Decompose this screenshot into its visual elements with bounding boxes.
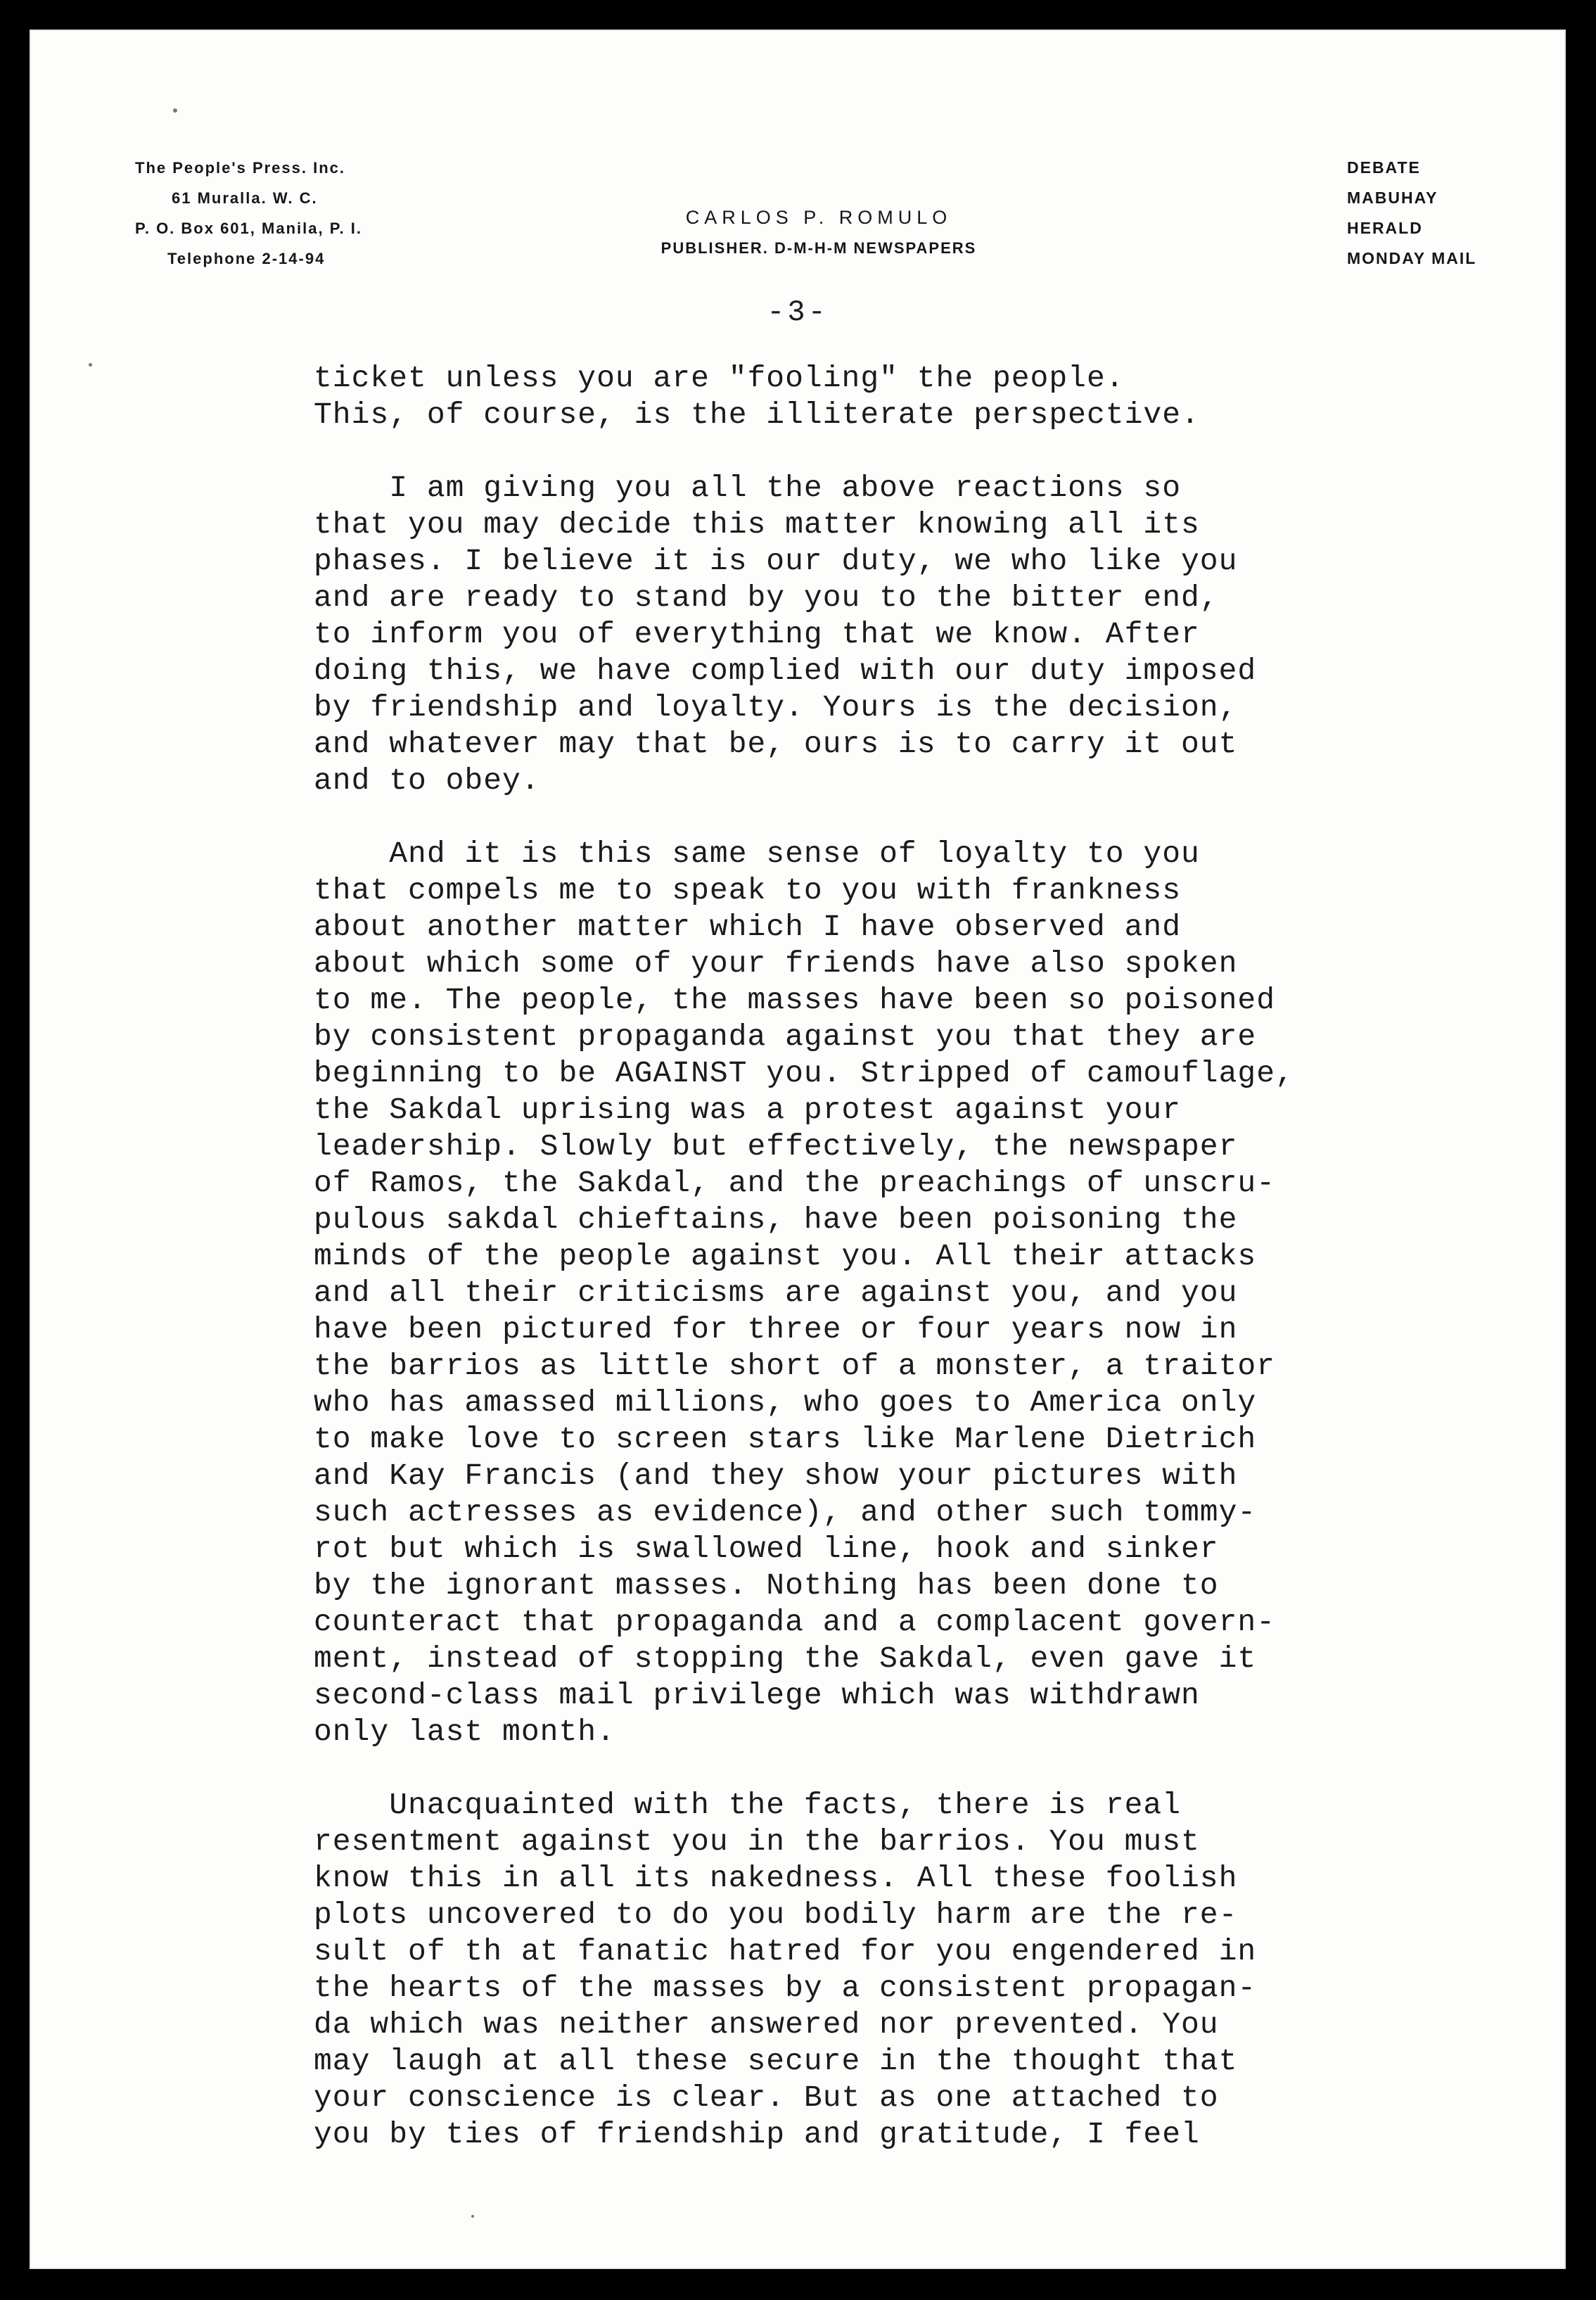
- ink-speck: [173, 108, 177, 113]
- letter-page: [30, 30, 1566, 2269]
- text-line: by friendship and loyalty. Yours is the decision,: [314, 690, 1238, 725]
- text-line: second-class mail privilege which was withdrawn: [314, 1678, 1200, 1713]
- paragraph: [314, 1787, 1474, 2153]
- text-line: about which some of your friends have also spoken: [314, 946, 1238, 981]
- letterhead-newspapers-block: [1347, 153, 1476, 274]
- text-line: beginning to be AGAINST you. Stripped of camouflage,: [314, 1056, 1294, 1091]
- newspaper-debate: DEBATE: [1347, 158, 1421, 177]
- letter-body: [314, 360, 1474, 2190]
- text-line: such actresses as evidence), and other such tommy-: [314, 1495, 1257, 1530]
- text-line: know this in all its nakedness. All these foolish: [314, 1861, 1238, 1895]
- letterhead-company: The People's Press. Inc.: [135, 159, 346, 177]
- text-line: rot but which is swallowed line, hook and sinker: [314, 1532, 1219, 1566]
- text-line: the barrios as little short of a monster, a traitor: [314, 1349, 1276, 1383]
- letterhead-po-box: P. O. Box 601, Manila, P. I.: [135, 220, 362, 237]
- text-line: to make love to screen stars like Marlene Dietrich: [314, 1422, 1257, 1456]
- text-line: and are ready to stand by you to the bitter end,: [314, 580, 1219, 615]
- paragraph: [314, 836, 1474, 1751]
- text-line: may laugh at all these secure in the thought that: [314, 2044, 1238, 2078]
- publisher-role: PUBLISHER. D-M-H-M NEWSPAPERS: [660, 239, 977, 257]
- text-line: to inform you of everything that we know. After: [314, 617, 1200, 652]
- text-line: you by ties of friendship and gratitude, I feel: [314, 2117, 1200, 2152]
- ink-speck: [471, 2215, 474, 2218]
- text-line: that compels me to speak to you with frankness: [314, 873, 1181, 908]
- text-line: resentment against you in the barrios. You must: [314, 1824, 1200, 1859]
- letterhead-publisher-block: [551, 202, 1086, 264]
- paragraph: [314, 470, 1474, 799]
- newspaper-herald: HERALD: [1347, 219, 1423, 237]
- text-line: and Kay Francis (and they show your pictures with: [314, 1459, 1238, 1493]
- text-line: I am giving you all the above reactions so: [314, 471, 1181, 505]
- text-line: And it is this same sense of loyalty to you: [314, 837, 1200, 871]
- page-number: -3-: [767, 296, 829, 329]
- letterhead-address-block: [135, 153, 362, 274]
- newspaper-mabuhay: MABUHAY: [1347, 189, 1438, 207]
- text-line: doing this, we have complied with our duty imposed: [314, 654, 1257, 688]
- letterhead-street: 61 Muralla. W. C.: [172, 189, 318, 207]
- text-line: only last month.: [314, 1715, 615, 1749]
- text-line: and to obey.: [314, 763, 540, 798]
- text-line: your conscience is clear. But as one attached to: [314, 2080, 1219, 2115]
- text-line: and all their criticisms are against you, and you: [314, 1276, 1238, 1310]
- text-line: the hearts of the masses by a consistent propagan-: [314, 1971, 1257, 2005]
- publisher-name: CARLOS P. ROMULO: [685, 207, 952, 228]
- text-line: of Ramos, the Sakdal, and the preachings of unscru-: [314, 1166, 1276, 1200]
- ink-speck: [89, 363, 92, 367]
- text-line: have been pictured for three or four years now in: [314, 1312, 1238, 1347]
- paragraph: [314, 360, 1474, 433]
- text-line: minds of the people against you. All their attacks: [314, 1239, 1257, 1273]
- text-line: This, of course, is the illiterate perspective.: [314, 398, 1200, 432]
- text-line: phases. I believe it is our duty, we who like you: [314, 544, 1238, 578]
- text-line: and whatever may that be, ours is to carry it out: [314, 727, 1238, 761]
- text-line: by consistent propaganda against you that they are: [314, 1019, 1257, 1054]
- text-line: leadership. Slowly but effectively, the newspaper: [314, 1129, 1238, 1164]
- text-line: ment, instead of stopping the Sakdal, even gave it: [314, 1641, 1257, 1676]
- text-line: that you may decide this matter knowing all its: [314, 507, 1200, 542]
- text-line: to me. The people, the masses have been so poisoned: [314, 983, 1276, 1017]
- text-line: about another matter which I have observed and: [314, 910, 1181, 944]
- letterhead-telephone: Telephone 2-14-94: [167, 250, 326, 267]
- text-line: by the ignorant masses. Nothing has been done to: [314, 1568, 1219, 1603]
- text-line: pulous sakdal chieftains, have been poisoning the: [314, 1202, 1238, 1237]
- text-line: counteract that propaganda and a complacent govern-: [314, 1605, 1276, 1639]
- text-line: sult of th at fanatic hatred for you engendered in: [314, 1934, 1257, 1969]
- text-line: the Sakdal uprising was a protest against your: [314, 1093, 1181, 1127]
- text-line: plots uncovered to do you bodily harm are the re-: [314, 1898, 1238, 1932]
- text-line: ticket unless you are "fooling" the people.: [314, 361, 1125, 395]
- text-line: Unacquainted with the facts, there is real: [314, 1788, 1181, 1822]
- text-line: who has amassed millions, who goes to America only: [314, 1385, 1257, 1420]
- newspaper-monday-mail: MONDAY MAIL: [1347, 249, 1477, 267]
- text-line: da which was neither answered nor prevented. You: [314, 2007, 1219, 2042]
